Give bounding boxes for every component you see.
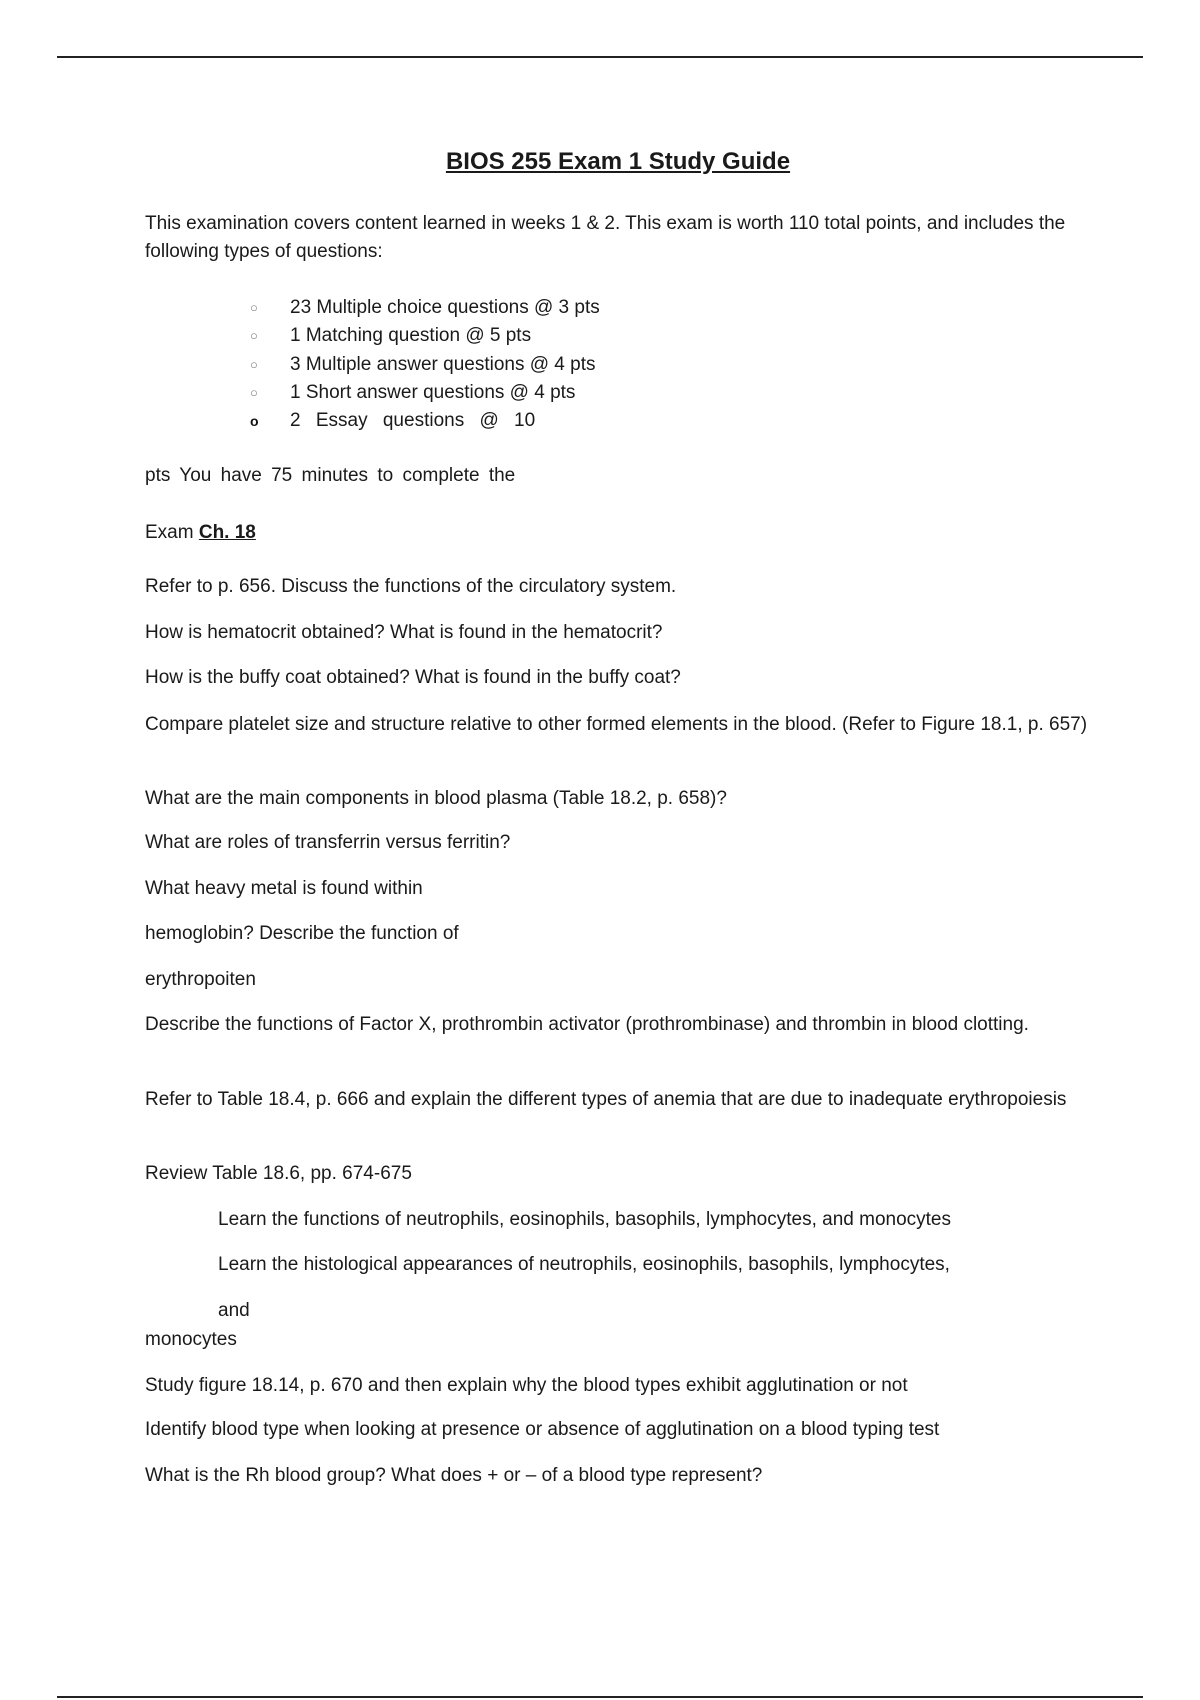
question-item: What heavy metal is found within (145, 878, 423, 899)
question-item: How is the buffy coat obtained? What is found in the buffy coat? (145, 667, 681, 688)
question-item: What are roles of transferrin versus ferritin? (145, 832, 511, 853)
page-title: BIOS 255 Exam 1 Study Guide (445, 148, 791, 175)
chapter-link: Ch. 18 (198, 522, 256, 543)
question-item: Learn the functions of neutrophils, eosinophils, basophils, lymphocytes, and monocytes (218, 1209, 951, 1230)
question-item: What are the main components in blood plasma (Table 18.2, p. 658)? (145, 788, 727, 809)
circle-bullet-icon: ○ (250, 356, 258, 372)
circle-bullet-icon: ○ (250, 328, 258, 344)
question-item: monocytes (145, 1329, 237, 1350)
bottom-rule (57, 1696, 1143, 1698)
circle-bullet-icon: ○ (250, 385, 258, 401)
list-item: ○ 1 Matching question @ 5 pts (250, 322, 600, 350)
time-line: pts You have 75 minutes to complete the (145, 465, 516, 486)
top-rule (57, 56, 1143, 58)
list-item: ○ 23 Multiple choice questions @ 3 pts (250, 294, 600, 322)
question-types-list (250, 294, 600, 435)
question-item: Learn the histological appearances of neutrophils, eosinophils, basophils, lymphocytes, (218, 1254, 950, 1275)
list-item: ○ 1 Short answer questions @ 4 pts (250, 379, 600, 407)
circle-bullet-icon: ○ (250, 300, 258, 316)
question-item: erythropoiten (145, 969, 256, 990)
intro-paragraph: This examination covers content learned in weeks 1 & 2. This exam is worth 110 total points, and includes the following types of questions: (145, 213, 1066, 262)
question-item: Study figure 18.14, p. 670 and then explain why the blood types exhibit agglutination or not (145, 1375, 908, 1396)
circle-bullet-icon: o (250, 413, 259, 430)
question-item: What is the Rh blood group? What does + or – of a blood type represent? (145, 1465, 763, 1486)
section-heading (145, 519, 256, 547)
exam-label: Exam (145, 522, 194, 543)
list-item: ○ 3 Multiple answer questions @ 4 pts (250, 351, 600, 379)
question-item: How is hematocrit obtained? What is found in the hematocrit? (145, 622, 663, 643)
question-item: Review Table 18.6, pp. 674-675 (145, 1163, 412, 1184)
question-item: and (218, 1300, 250, 1321)
question-item: Identify blood type when looking at presence or absence of agglutination on a blood typing test (145, 1419, 940, 1440)
question-item: hemoglobin? Describe the function of (145, 923, 459, 944)
question-item: Refer to p. 656. Discuss the functions of the circulatory system. (145, 576, 677, 597)
list-item: o 2 Essay questions @ 10 (250, 407, 600, 435)
question-item: Refer to Table 18.4, p. 666 and explain the different types of anemia that are due to inadequate erythropoiesis (145, 1089, 1067, 1110)
question-item: Compare platelet size and structure relative to other formed elements in the blood. (Refer to Figure 18.1, p. 657) (145, 714, 1088, 735)
question-item: Describe the functions of Factor X, prothrombin activator (prothrombinase) and thrombin in blood clotting. (145, 1014, 1029, 1035)
